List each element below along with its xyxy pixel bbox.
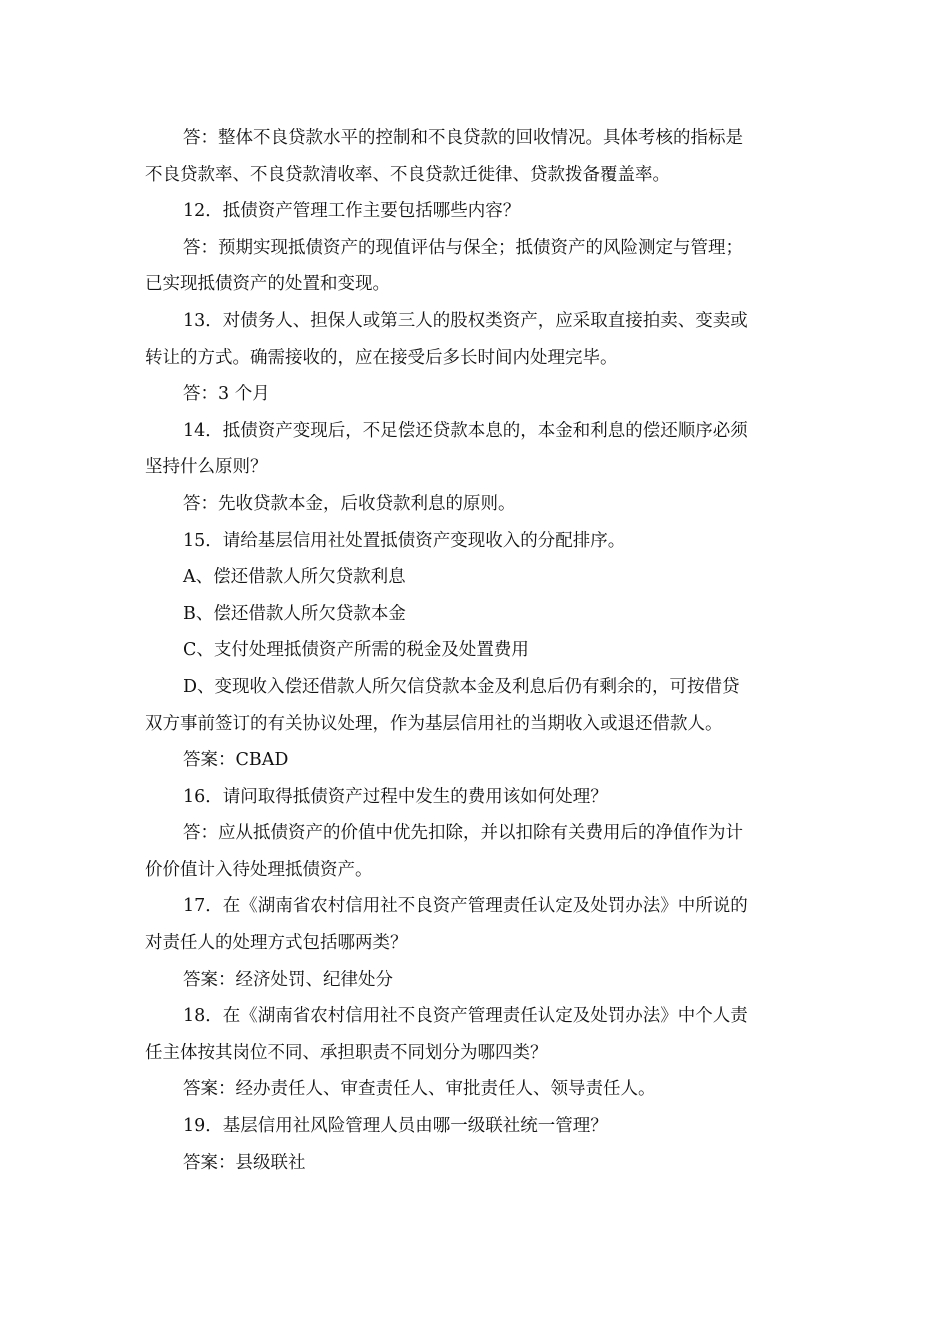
- option-d-line-2: 双方事前签订的有关协议处理，作为基层信用社的当期收入或退还借款人。: [145, 713, 723, 734]
- question-16: 16．请问取得抵债资产过程中发生的费用该如何处理？: [183, 786, 608, 807]
- option-c: C、支付处理抵债资产所需的税金及处置费用: [183, 640, 529, 661]
- question-15: 15．请给基层信用社处置抵债资产变现收入的分配排序。: [183, 530, 626, 551]
- answer-15: 答案：CBAD: [183, 750, 289, 771]
- question-17-line-2: 对责任人的处理方式包括哪两类？: [145, 933, 408, 954]
- answer-17: 答案：经济处罚、纪律处分: [183, 969, 393, 990]
- question-13-line-1: 13．对债务人、担保人或第三人的股权类资产，应采取直接拍卖、变卖或: [183, 310, 748, 331]
- answer-11-line-2: 不良贷款率、不良贷款清收率、不良贷款迁徙律、贷款拨备覆盖率。: [145, 164, 670, 185]
- question-14-line-2: 坚持什么原则？: [145, 457, 268, 478]
- question-14-line-1: 14．抵债资产变现后，不足偿还贷款本息的，本金和利息的偿还顺序必须: [183, 420, 748, 441]
- answer-16-line-1: 答：应从抵债资产的价值中优先扣除，并以扣除有关费用后的净值作为计: [183, 823, 743, 844]
- option-b: B、偿还借款人所欠贷款本金: [183, 603, 406, 624]
- option-a: A、偿还借款人所欠贷款利息: [183, 567, 406, 588]
- question-19: 19．基层信用社风险管理人员由哪一级联社统一管理？: [183, 1116, 608, 1137]
- answer-11-line-1: 答：整体不良贷款水平的控制和不良贷款的回收情况。具体考核的指标是: [183, 128, 743, 148]
- answer-13: 答：3 个月: [183, 384, 270, 405]
- option-d-line-1: D、变现收入偿还借款人所欠信贷款本金及利息后仍有剩余的，可按借贷: [183, 676, 740, 697]
- answer-18: 答案：经办责任人、审查责任人、审批责任人、领导责任人。: [183, 1079, 656, 1100]
- question-17-line-1: 17．在《湖南省农村信用社不良资产管理责任认定及处罚办法》中所说的: [183, 896, 748, 917]
- answer-14: 答：先收贷款本金，后收贷款利息的原则。: [183, 493, 516, 514]
- answer-12-line-2: 已实现抵债资产的处置和变现。: [145, 274, 390, 295]
- question-12: 12．抵债资产管理工作主要包括哪些内容？: [183, 201, 521, 222]
- question-13-line-2: 转让的方式。确需接收的，应在接受后多长时间内处理完毕。: [145, 347, 618, 368]
- answer-12-line-1: 答：预期实现抵债资产的现值评估与保全；抵债资产的风险测定与管理；: [183, 237, 743, 258]
- question-18-line-1: 18．在《湖南省农村信用社不良资产管理责任认定及处罚办法》中个人责: [183, 1006, 748, 1027]
- document-page: [145, 120, 797, 1181]
- answer-19: 答案：县级联社: [183, 1152, 306, 1173]
- answer-16-line-2: 价价值计入待处理抵债资产。: [145, 859, 373, 880]
- question-18-line-2: 任主体按其岗位不同、承担职责不同划分为哪四类？: [145, 1042, 548, 1063]
